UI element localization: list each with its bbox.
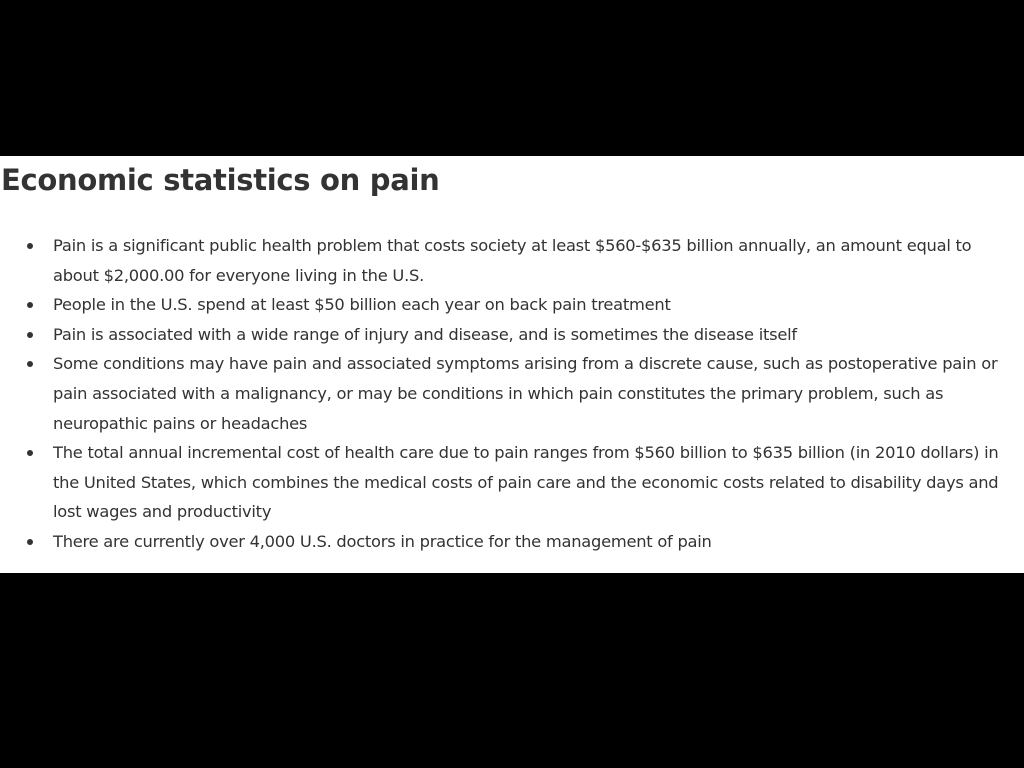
list-item	[0, 349, 1024, 438]
bullet-icon	[27, 243, 33, 249]
content-panel	[0, 156, 1024, 573]
list-item-text: The total annual incremental cost of health care due to pain ranges from $560 billion to $635 billion (in 2010 dollars) in the United States, which combines the medical costs of pain care and the economic costs related to disability days and lost wages and productivity	[53, 443, 999, 522]
page-title: Economic statistics on pain	[1, 163, 440, 197]
bullet-list	[0, 231, 1024, 557]
list-item	[0, 290, 1024, 320]
list-item	[0, 438, 1024, 527]
list-item	[0, 527, 1024, 557]
bullet-icon	[27, 361, 33, 367]
list-item-text: There are currently over 4,000 U.S. doctors in practice for the management of pain	[53, 531, 712, 551]
list-item-text: People in the U.S. spend at least $50 billion each year on back pain treatment	[53, 295, 671, 315]
bullet-icon	[27, 450, 33, 456]
list-item	[0, 231, 1024, 290]
bullet-icon	[27, 539, 33, 545]
bullet-icon	[27, 302, 33, 308]
list-item	[0, 320, 1024, 350]
list-item-text: Some conditions may have pain and associated symptoms arising from a discrete cause, such as postoperative pain or pain associated with a malignancy, or may be conditions in which pain constitutes the primary problem, such as neuropathic pains or headaches	[53, 354, 998, 433]
list-item-text: Pain is a significant public health problem that costs society at least $560-$635 billion annually, an amount equal to about $2,000.00 for everyone living in the U.S.	[53, 236, 972, 285]
list-item-text: Pain is associated with a wide range of injury and disease, and is sometimes the disease itself	[53, 324, 797, 344]
bullet-icon	[27, 332, 33, 338]
